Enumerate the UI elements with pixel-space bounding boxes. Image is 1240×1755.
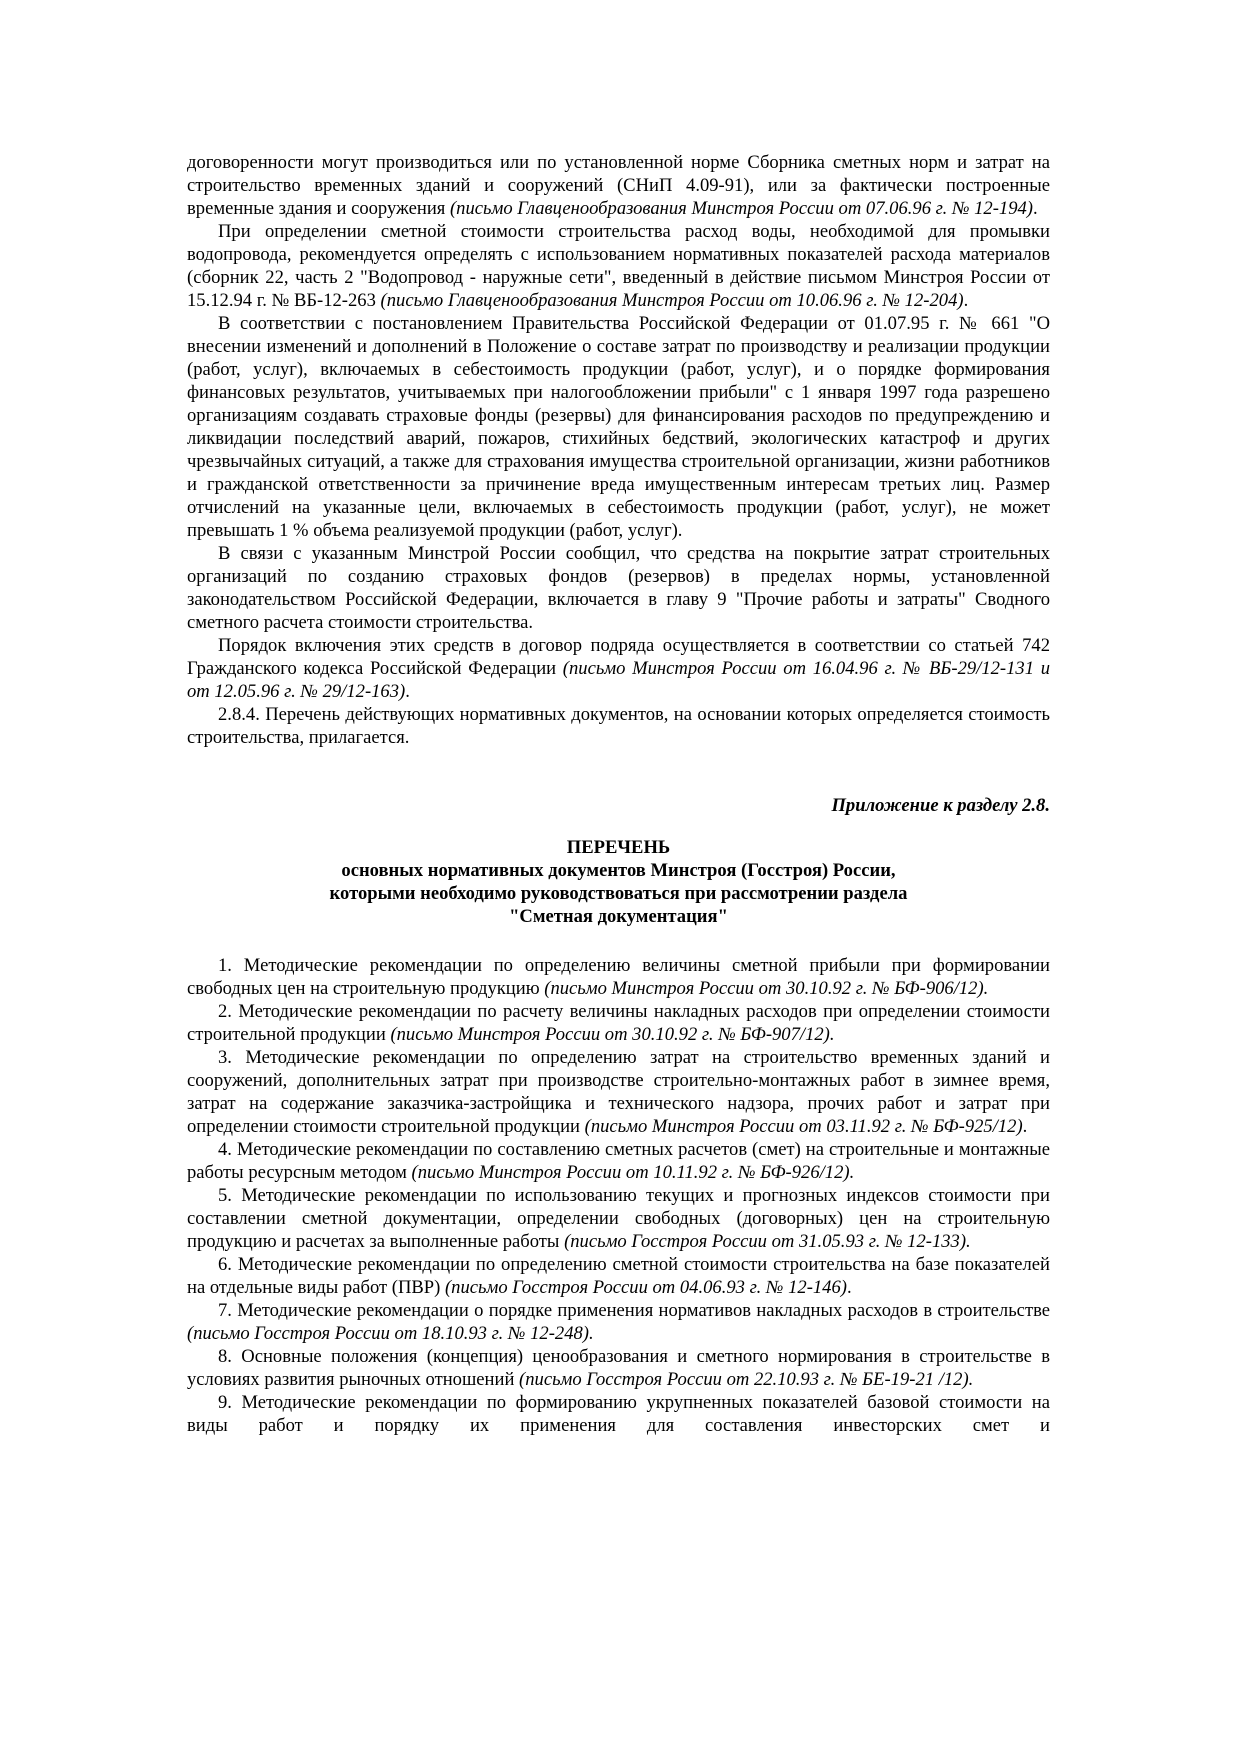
list-item: 6. Методические рекомендации по определению сметной стоимости строительства на базе показателей на отдельные виды работ (ПВР) (письмо Госстроя России от 04.06.93 г. № 12-146). — [187, 1254, 1050, 1298]
paragraph: договоренности могут производиться или по установленной норме Сборника сметных норм и затрат на строительство временных зданий и сооружений (СНиП 4.09-91), или за фактически построенные временные здания и сооружения (письмо Главценообразования Минстроя России от 07.06.96 г. № 12-194). — [187, 152, 1050, 219]
list-title — [187, 836, 1050, 928]
list-item: 7. Методические рекомендации о порядке применения нормативов накладных расходов в строительстве (письмо Госстроя России от 18.10.93 г. № 12-248). — [187, 1300, 1050, 1344]
reference: (письмо Минстроя России от 03.11.92 г. № БФ-925/12) — [584, 1116, 1023, 1137]
title-line: "Сметная документация" — [509, 906, 728, 927]
list-item: 1. Методические рекомендации по определению величины сметной прибыли при формировании свободных цен на строительную продукцию (письмо Минстроя России от 30.10.92 г. № БФ-906/12). — [187, 955, 1050, 999]
list-item: 2. Методические рекомендации по расчету величины накладных расходов при определении стоимости строительной продукции (письмо Минстроя России от 30.10.92 г. № БФ-907/12). — [187, 1001, 1050, 1045]
document-list — [187, 954, 1050, 1437]
reference: (письмо Главценообразования Минстроя России от 10.06.96 г. № 12-204) — [380, 290, 964, 311]
paragraph: В связи с указанным Минстрой России сообщил, что средства на покрытие затрат строительных организаций по созданию страховых фондов (резервов) в пределах нормы, установленной законодательством Российской Федерации, включается в главу 9 "Прочие работы и затраты" Сводного сметного расчета стоимости строительства. — [187, 543, 1050, 633]
reference: (письмо Минстроя России от 10.11.92 г. № БФ-926/12). — [411, 1162, 855, 1183]
reference: (письмо Госстроя России от 04.06.93 г. № 12-146) — [444, 1277, 847, 1298]
list-item: 3. Методические рекомендации по определению затрат на строительство временных зданий и сооружений, дополнительных затрат при производстве строительно-монтажных работ в зимнее время, затрат на содержание заказчика-застройщика и технического надзора, прочих работ и затрат при определении стоимости строительной продукции (письмо Минстроя России от 03.11.92 г. № БФ-925/12). — [187, 1047, 1050, 1137]
list-item: 9. Методические рекомендации по формированию укрупненных показателей базовой стоимости на виды работ и порядку их применения для составления инвесторских смет и — [187, 1392, 1050, 1436]
title-line: основных нормативных документов Минстроя (Госстроя) России, — [341, 860, 896, 881]
list-item: 8. Основные положения (концепция) ценообразования и сметного нормирования в строительстве в условиях развития рыночных отношений (письмо Госстроя России от 22.10.93 г. № БЕ-19-21 /12). — [187, 1346, 1050, 1390]
reference: (письмо Минстроя России от 30.10.92 г. № БФ-907/12). — [390, 1024, 835, 1045]
reference: (письмо Госстроя России от 18.10.93 г. № 12-248). — [187, 1323, 594, 1344]
reference: (письмо Госстроя России от 31.05.93 г. № 12-133). — [564, 1231, 971, 1252]
paragraph: Порядок включения этих средств в договор подряда осуществляется в соответствии со статьей 742 Гражданского кодекса Российской Федерации (письмо Минстроя России от 16.04.96 г. № ВБ-29/12-131 и от 12.05.96 г. № 29/12-163). — [187, 635, 1050, 702]
appendix-label: Приложение к разделу 2.8. — [831, 795, 1050, 816]
list-item: 4. Методические рекомендации по составлению сметных расчетов (смет) на строительные и монтажные работы ресурсным методом (письмо Минстроя России от 10.11.92 г. № БФ-926/12). — [187, 1139, 1050, 1183]
title-line: ПЕРЕЧЕНЬ — [566, 837, 671, 858]
intro-section — [187, 151, 1050, 749]
reference: (письмо Минстроя России от 30.10.92 г. № БФ-906/12). — [544, 978, 989, 999]
list-item: 5. Методические рекомендации по использованию текущих и прогнозных индексов стоимости при составлении сметной документации, определении свободных (договорных) цен на строительную продукцию и расчетах за выполненные работы (письмо Госстроя России от 31.05.93 г. № 12-133). — [187, 1185, 1050, 1252]
reference: (письмо Главценообразования Минстроя России от 07.06.96 г. № 12-194) — [449, 198, 1033, 219]
paragraph: 2.8.4. Перечень действующих нормативных документов, на основании которых определяется стоимость строительства, прилагается. — [187, 704, 1050, 748]
paragraph: В соответствии с постановлением Правительства Российской Федерации от 01.07.95 г. № 661 "О внесении изменений и дополнений в Положение о составе затрат по производству и реализации продукции (работ, услуг), включаемых в себестоимость продукции (работ, услуг), и о порядке формирования финансовых результатов, учитываемых при налогообложении прибыли" с 1 января 1997 года разрешено организациям создавать страховые фонды (резервы) для финансирования расходов по предупреждению и ликвидации последствий аварий, пожаров, стихийных бедствий, экологических катастроф и других чрезвычайных ситуаций, а также для страхования имущества строительной организации, жизни работников и гражданской ответственности за причинение вреда имущественным интересам третьих лиц. Размер отчислений на указанные цели, включаемых в себестоимость продукции (работ, услуг), не может превышать 1 % объема реализуемой продукции (работ, услуг). — [187, 313, 1050, 541]
paragraph: При определении сметной стоимости строительства расход воды, необходимой для промывки водопровода, рекомендуется определять с использованием нормативных показателей расхода материалов (сборник 22, часть 2 "Водопровод - наружные сети", введенный в действие письмом Минстроя России от 15.12.94 г. № ВБ-12-263 (письмо Главценообразования Минстроя России от 10.06.96 г. № 12-204). — [187, 221, 1050, 311]
reference: (письмо Минстроя России от 16.04.96 г. № ВБ-29/12-131 и от 12.05.96 г. № 29/12-163) — [187, 658, 1050, 702]
document-page — [187, 151, 1050, 1437]
title-line: которыми необходимо руководствоваться при рассмотрении раздела — [329, 883, 908, 904]
reference: (письмо Госстроя России от 22.10.93 г. № БЕ-19-21 /12). — [519, 1369, 974, 1390]
